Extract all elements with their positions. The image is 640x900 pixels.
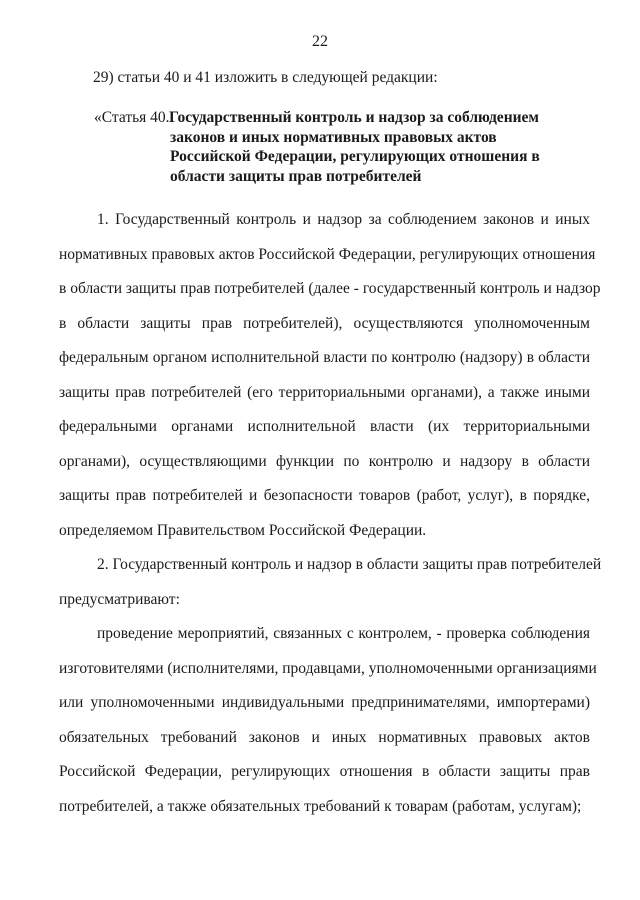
text-line: 2. Государственный контроль и надзор в области защиты прав потребителей <box>97 556 602 573</box>
article-title-line: Российской Федерации, регулирующих отношения в <box>170 148 540 165</box>
text-line: защиты прав потребителей (его территориальными органами), а также иными <box>59 383 590 401</box>
text-line: Российской Федерации, регулирующих отношения в области защиты прав <box>59 763 590 780</box>
text-line: 1. Государственный контроль и надзор за соблюдением законов и иных <box>97 211 590 228</box>
text-line: в области защиты прав потребителей (далее - государственный контроль и надзор <box>59 280 601 297</box>
paragraph-3 <box>59 621 597 828</box>
text-line: или уполномоченными индивидуальными предпринимателями, импортерами) <box>59 694 590 711</box>
text-line: федеральными органами исполнительной власти (их территориальными <box>59 418 590 435</box>
text-line: потребителей, а также обязательных требований к товарам (работам, услугам); <box>59 797 582 815</box>
page-number: 22 <box>312 33 328 50</box>
text-line: защиты прав потребителей и безопасности товаров (работ, услуг), в порядке, <box>59 487 590 504</box>
text-line: обязательных требований законов и иных нормативных правовых актов <box>59 728 590 746</box>
article-title-line: Государственный контроль и надзор за соблюдением <box>169 109 539 126</box>
text-line: федеральным органом исполнительной власти по контролю (надзору) в области <box>59 349 590 366</box>
article-title-line: области защиты прав потребителей <box>170 167 422 185</box>
article-title <box>170 108 570 186</box>
document-body <box>59 207 602 828</box>
text-line: нормативных правовых актов Российской Федерации, регулирующих отношения <box>59 245 596 263</box>
text-line: определяемом Правительством Российской Федерации. <box>59 521 427 539</box>
article-number: «Статья 40. <box>94 109 170 126</box>
article-title-line: законов и иных нормативных правовых актов <box>170 128 497 146</box>
text-line: проведение мероприятий, связанных с контролем, - проверка соблюдения <box>97 625 590 642</box>
paragraph-2 <box>59 552 602 621</box>
text-line: предусматривают: <box>59 590 180 608</box>
text-line: органами), осуществляющими функции по контролю и надзору в области <box>59 452 590 470</box>
text-line: изготовителями (исполнителями, продавцами, уполномоченными организациями <box>59 659 597 677</box>
text-line: в области защиты прав потребителей), осуществляются уполномоченным <box>59 314 590 332</box>
paragraph-1 <box>59 207 601 552</box>
amendment-intro: 29) статьи 40 и 41 изложить в следующей редакции: <box>93 69 438 86</box>
